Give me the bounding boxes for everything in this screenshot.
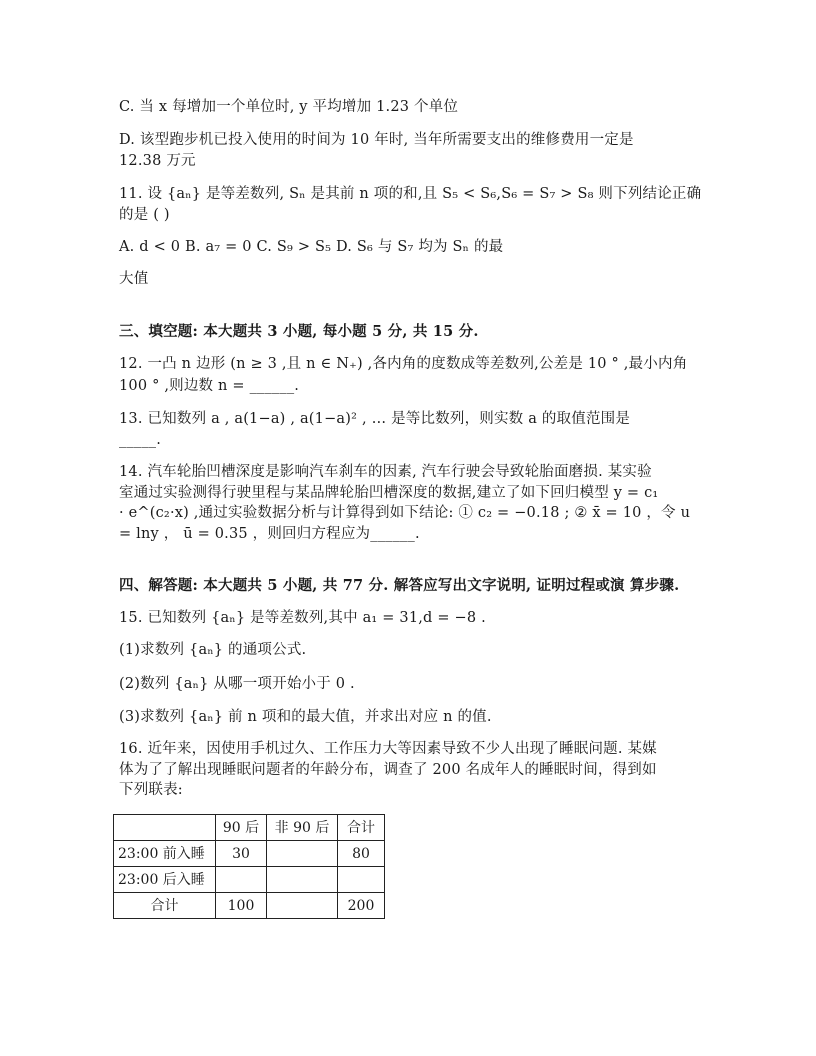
table-header-cell: 非 90 后 xyxy=(267,815,338,841)
table-row xyxy=(114,893,385,919)
question-11-line2: 的是 ( ) xyxy=(119,207,170,223)
question-14-line4: = lny ， ū = 0.35 ，则回归方程应为______. xyxy=(119,526,420,542)
table-row xyxy=(114,841,385,867)
option-d-line2: 12.38 万元 xyxy=(119,153,196,169)
question-12-line2: 100 ° ,则边数 n = ______. xyxy=(119,378,300,394)
question-14-line3: · e^(c₂·x) ,通过实验数据分析与计算得到如下结论: ① c₂ = −0.18 ; ② x̄ = 10 ，令 u xyxy=(119,505,691,521)
table-row-label: 23:00 前入睡 xyxy=(114,841,216,867)
table-cell: 200 xyxy=(338,893,385,919)
question-15-part1: (1)求数列 {aₙ} 的通项公式. xyxy=(119,642,307,658)
question-16-line3: 下列联表: xyxy=(119,782,183,798)
question-15-part2: (2)数列 {aₙ} 从哪一项开始小于 0 . xyxy=(119,676,355,692)
question-12-line1: 12. 一凸 n 边形 (n ≥ 3 ,且 n ∈ N₊) ,各内角的度数成等差数列,公差是 10 ° ,最小内角 xyxy=(119,356,688,372)
table-row xyxy=(114,867,385,893)
option-d-line1: D. 该型跑步机已投入使用的时间为 10 年时, 当年所需要支出的维修费用一定是 xyxy=(119,132,634,148)
table-header-cell: 90 后 xyxy=(216,815,267,841)
question-14-line2: 室通过实验测得行驶里程与某品牌轮胎凹槽深度的数据,建立了如下回归模型 y = c₁ xyxy=(119,485,659,501)
section-3-heading: 三、填空题: 本大题共 3 小题, 每小题 5 分, 共 15 分. xyxy=(119,323,479,340)
question-11-line3: 大值 xyxy=(119,271,149,287)
table-cell xyxy=(114,815,216,841)
table-cell: 100 xyxy=(216,893,267,919)
table-cell xyxy=(267,867,338,893)
question-13-line1: 13. 已知数列 a , a(1−a) , a(1−a)² , … 是等比数列，则实数 a 的取值范围是 xyxy=(119,411,631,427)
table-cell xyxy=(216,867,267,893)
contingency-table xyxy=(113,814,385,919)
question-13-line2: _____. xyxy=(119,432,162,448)
question-16-line2: 体为了了解出现睡眠问题者的年龄分布，调查了 200 名成年人的睡眠时间，得到如 xyxy=(119,762,657,778)
table-header-row xyxy=(114,815,385,841)
question-14-line1: 14. 汽车轮胎凹槽深度是影响汽车刹车的因素, 汽车行驶会导致轮胎面磨损. 某实验 xyxy=(119,464,652,480)
table-cell xyxy=(267,841,338,867)
option-c: C. 当 x 每增加一个单位时, y 平均增加 1.23 个单位 xyxy=(119,99,459,115)
question-15-part3: (3)求数列 {aₙ} 前 n 项和的最大值，并求出对应 n 的值. xyxy=(119,709,492,725)
question-16-line1: 16. 近年来，因使用手机过久、工作压力大等因素导致不少人出现了睡眠问题. 某媒 xyxy=(119,741,657,757)
table-header-cell: 合计 xyxy=(338,815,385,841)
table-cell xyxy=(338,867,385,893)
question-11-options: A. d < 0 B. a₇ = 0 C. S₉ > S₅ D. S₆ 与 S₇ 均为 Sₙ 的最 xyxy=(119,239,504,255)
table-cell xyxy=(267,893,338,919)
question-15: 15. 已知数列 {aₙ} 是等差数列,其中 a₁ = 31,d = −8 . xyxy=(119,610,486,626)
table-cell: 30 xyxy=(216,841,267,867)
question-11-line1: 11. 设 {aₙ} 是等差数列, Sₙ 是其前 n 项的和,且 S₅ < S₆,S₆ = S₇ > S₈ 则下列结论正确 xyxy=(119,186,702,202)
section-4-heading: 四、解答题: 本大题共 5 小题, 共 77 分. 解答应写出文字说明, 证明过程或演 算步骤. xyxy=(119,577,680,594)
table-cell: 80 xyxy=(338,841,385,867)
table-row-label: 合计 xyxy=(114,893,216,919)
table-row-label: 23:00 后入睡 xyxy=(114,867,216,893)
